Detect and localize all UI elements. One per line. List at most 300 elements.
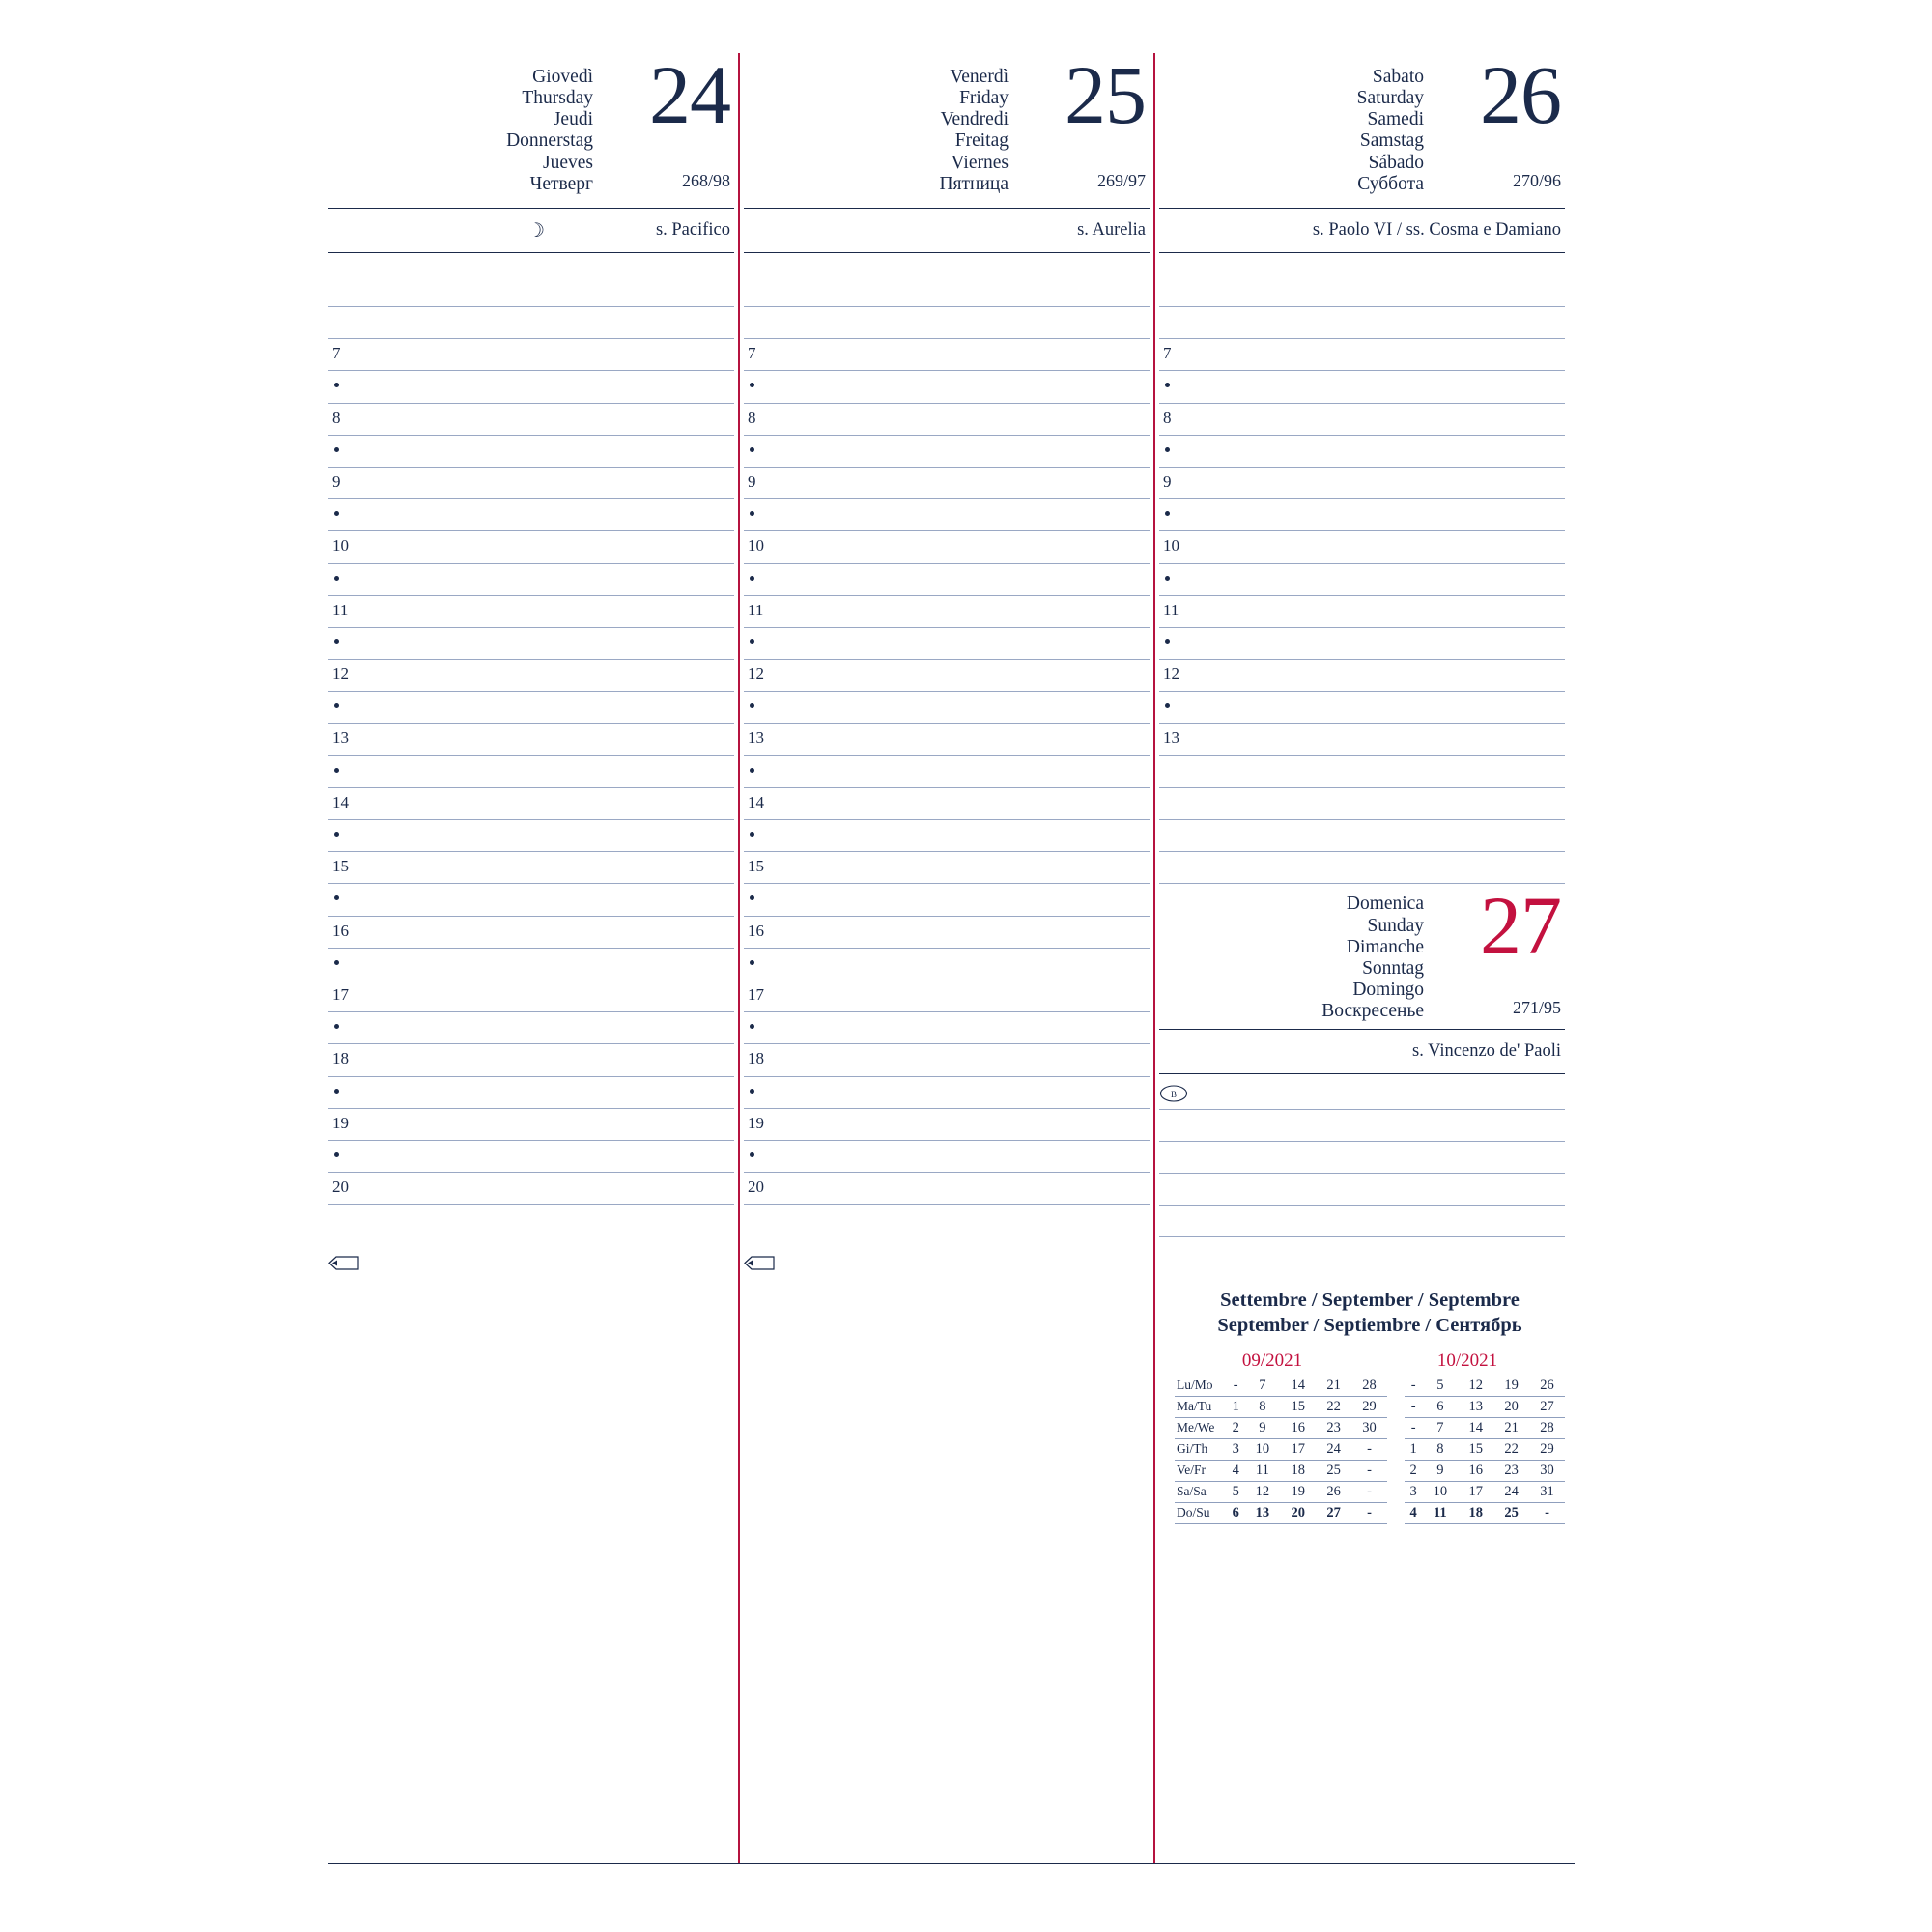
hour-row [328, 660, 734, 692]
halfhour-dot [750, 768, 754, 773]
hour-row [744, 468, 1150, 499]
hour-row [744, 339, 1150, 371]
day-name-en: Friday [959, 88, 1009, 109]
cell: 2 [1227, 1417, 1244, 1438]
cell: 12 [1244, 1481, 1280, 1502]
halfhour-row [328, 1012, 734, 1044]
hour-row [1159, 404, 1565, 436]
hour-label: 13 [1163, 728, 1179, 748]
hour-label: 10 [1163, 536, 1179, 555]
cell: 12 [1458, 1376, 1493, 1397]
day-of-year: 268/98 [681, 171, 730, 190]
halfhour-row [328, 1141, 734, 1173]
cell: 27 [1529, 1396, 1565, 1417]
day-name-ru: Четверг [529, 173, 593, 194]
notes-area-top2[interactable] [328, 307, 734, 339]
cell-gap [1387, 1376, 1405, 1397]
hour-label: 14 [748, 792, 764, 811]
hour-row [1159, 724, 1565, 755]
day-name-ru: Суббота [1357, 173, 1424, 194]
cell: 10 [1422, 1481, 1458, 1502]
cell: - [1529, 1502, 1565, 1523]
day-of-year: 269/97 [1096, 171, 1146, 190]
halfhour-dot [750, 960, 754, 965]
trailing-row [328, 1205, 734, 1236]
hour-row [744, 724, 1150, 755]
hour-label: 15 [332, 857, 349, 876]
notes-area-top2[interactable] [744, 307, 1150, 339]
hour-label: 12 [332, 665, 349, 684]
cell: 15 [1280, 1396, 1316, 1417]
hour-row [744, 1173, 1150, 1205]
hour-row [744, 404, 1150, 436]
tag-icon[interactable] [744, 1254, 777, 1272]
day-name-de: Sonntag [1362, 957, 1424, 979]
hour-label: 18 [332, 1049, 349, 1068]
halfhour-row [328, 692, 734, 724]
blank-row [1159, 820, 1565, 852]
hour-grid-saturday [1159, 339, 1565, 884]
hour-row [1159, 596, 1565, 628]
saint-row [1159, 209, 1565, 252]
cell: 15 [1458, 1438, 1493, 1460]
day-name-es: Domingo [1352, 979, 1424, 1000]
hour-row [744, 1044, 1150, 1076]
halfhour-row [744, 756, 1150, 788]
halfhour-dot [750, 1089, 754, 1094]
mini-calendar [1159, 1288, 1565, 1523]
hour-row [328, 531, 734, 563]
cell: 1 [1405, 1438, 1422, 1460]
cell: 5 [1422, 1376, 1458, 1397]
cell-highlight: 24 [1316, 1438, 1351, 1460]
halfhour-row [328, 1077, 734, 1109]
halfhour-dot [334, 1089, 339, 1094]
halfhour-row [1159, 371, 1565, 403]
day-of-year: 271/95 [1512, 998, 1561, 1018]
halfhour-dot [334, 576, 339, 581]
day-name-fr: Vendredi [940, 109, 1009, 130]
cell-gap [1387, 1396, 1405, 1417]
blank-row [1159, 756, 1565, 788]
day-number: 24 [649, 48, 730, 141]
cell: 29 [1529, 1438, 1565, 1460]
hour-label: 14 [332, 792, 349, 811]
sunday-note-grid [1159, 1109, 1565, 1237]
halfhour-dot [334, 703, 339, 708]
day-name-list [939, 67, 1009, 195]
cell: 28 [1529, 1417, 1565, 1438]
hour-label: 9 [1163, 471, 1172, 491]
cell: 13 [1244, 1502, 1280, 1523]
cell: - [1227, 1376, 1244, 1397]
row-label: Lu/Mo [1175, 1376, 1227, 1397]
day-header [744, 48, 1150, 208]
cell: 13 [1458, 1396, 1493, 1417]
cell: 7 [1422, 1417, 1458, 1438]
row-label: Ve/Fr [1175, 1460, 1227, 1481]
hour-label: 12 [1163, 665, 1179, 684]
halfhour-row [328, 820, 734, 852]
tag-icon[interactable] [328, 1254, 361, 1272]
saint-name: s. Aurelia [1077, 220, 1146, 240]
hour-label: 20 [748, 1178, 764, 1197]
cell: 17 [1458, 1481, 1493, 1502]
day-name-it: Sabato [1372, 67, 1424, 87]
cell-gap [1387, 1460, 1405, 1481]
trailing-row [744, 1205, 1150, 1236]
hour-row [744, 852, 1150, 884]
halfhour-row [328, 436, 734, 468]
cell: 16 [1280, 1417, 1316, 1438]
cell: 7 [1244, 1376, 1280, 1397]
table-row [1175, 1460, 1565, 1481]
halfhour-dot [750, 703, 754, 708]
day-name-fr: Jeudi [553, 109, 593, 130]
day-name-de: Samstag [1359, 130, 1424, 152]
day-name-ru: Пятница [939, 173, 1009, 194]
cell: 28 [1351, 1376, 1387, 1397]
day-name-en: Thursday [522, 88, 593, 109]
hour-label: 11 [332, 600, 349, 619]
halfhour-row [744, 820, 1150, 852]
hour-row [328, 788, 734, 820]
cell: 9 [1244, 1417, 1280, 1438]
column-separator-2 [1153, 53, 1155, 1864]
hour-label: 19 [332, 1113, 349, 1132]
halfhour-row [1159, 499, 1565, 531]
cell: 11 [1422, 1502, 1458, 1523]
hour-row [328, 917, 734, 949]
cell: - [1351, 1438, 1387, 1460]
hour-label: 16 [748, 921, 764, 940]
halfhour-row [328, 949, 734, 980]
halfhour-dot [750, 1152, 754, 1157]
hour-row [328, 980, 734, 1012]
hour-row [328, 1044, 734, 1076]
halfhour-dot [334, 832, 339, 837]
cell: - [1405, 1376, 1422, 1397]
hour-label: 16 [332, 921, 349, 940]
cell: 4 [1227, 1460, 1244, 1481]
halfhour-row [744, 1141, 1150, 1173]
hour-row [744, 1109, 1150, 1141]
cell: 29 [1351, 1396, 1387, 1417]
hour-row [328, 339, 734, 371]
halfhour-dot [750, 895, 754, 900]
hour-row [744, 788, 1150, 820]
saint-name: s. Paolo VI / ss. Cosma e Damiano [1312, 220, 1561, 240]
halfhour-dot [334, 383, 339, 387]
halfhour-row [744, 564, 1150, 596]
month-label-left: 09/2021 [1241, 1350, 1303, 1371]
notes-area-top[interactable] [328, 253, 734, 307]
cell-highlight: 23 [1316, 1417, 1351, 1438]
day-name-es: Sábado [1368, 152, 1424, 173]
cell-gap [1387, 1417, 1405, 1438]
cell: 24 [1493, 1481, 1529, 1502]
halfhour-row [1159, 692, 1565, 724]
table-row [1175, 1417, 1565, 1438]
halfhour-row [328, 371, 734, 403]
halfhour-row [1159, 436, 1565, 468]
hour-label: 10 [332, 536, 349, 555]
cell: 21 [1493, 1417, 1529, 1438]
day-name-en: Sunday [1367, 915, 1424, 936]
cell: 30 [1529, 1460, 1565, 1481]
day-column-weekend [1159, 48, 1565, 1864]
row-label: Do/Su [1175, 1502, 1227, 1523]
column-separator-1 [738, 53, 740, 1864]
hour-label: 8 [748, 408, 756, 427]
cell: 6 [1422, 1396, 1458, 1417]
cell: 14 [1280, 1376, 1316, 1397]
day-name-fr: Dimanche [1346, 936, 1424, 957]
saint-name: s. Vincenzo de' Paoli [1412, 1041, 1561, 1062]
cell: - [1351, 1502, 1387, 1523]
halfhour-dot [1165, 639, 1170, 644]
hour-label: 20 [332, 1178, 349, 1197]
halfhour-dot [750, 511, 754, 516]
cell: - [1351, 1460, 1387, 1481]
halfhour-row [744, 628, 1150, 660]
cell: 1 [1227, 1396, 1244, 1417]
halfhour-row [328, 499, 734, 531]
day-name-list [1321, 894, 1424, 1022]
hour-label: 17 [332, 984, 349, 1004]
hour-label: 7 [748, 344, 756, 363]
cell-gap [1387, 1502, 1405, 1523]
table-row [1175, 1502, 1565, 1523]
cell: 14 [1458, 1417, 1493, 1438]
halfhour-dot [334, 511, 339, 516]
day-header [328, 48, 734, 208]
halfhour-row [744, 884, 1150, 916]
blank-row[interactable] [1159, 1142, 1565, 1174]
halfhour-dot [334, 960, 339, 965]
cell: 4 [1405, 1502, 1422, 1523]
saint-row [328, 209, 734, 252]
halfhour-row [744, 949, 1150, 980]
day-name-de: Freitag [954, 130, 1009, 152]
day-name-fr: Samedi [1367, 109, 1424, 130]
day-name-es: Jueves [543, 152, 593, 173]
hour-row [328, 1173, 734, 1205]
hour-row [744, 596, 1150, 628]
cell: 30 [1351, 1417, 1387, 1438]
halfhour-dot [1165, 703, 1170, 708]
cell-highlight: 22 [1316, 1396, 1351, 1417]
bookmark-icon[interactable] [1159, 1084, 1188, 1103]
hour-label: 13 [332, 728, 349, 748]
table-row [1175, 1481, 1565, 1502]
blank-row[interactable] [1159, 1206, 1565, 1237]
hour-grid [328, 339, 734, 1236]
hour-label: 7 [1163, 344, 1172, 363]
day-number: 27 [1480, 879, 1561, 973]
cell: 2 [1405, 1460, 1422, 1481]
cell: 31 [1529, 1481, 1565, 1502]
saint-row [1159, 1030, 1565, 1073]
day-header [1159, 48, 1565, 208]
cell: 9 [1422, 1460, 1458, 1481]
halfhour-dot [1165, 447, 1170, 452]
mini-calendar-month-labels [1175, 1350, 1565, 1372]
day-block-sunday [1159, 879, 1565, 1237]
row-label: Sa/Sa [1175, 1481, 1227, 1502]
hour-label: 8 [332, 408, 341, 427]
halfhour-row [744, 1077, 1150, 1109]
cell-gap [1387, 1481, 1405, 1502]
hour-label: 11 [1163, 600, 1179, 619]
cell: 11 [1244, 1460, 1280, 1481]
day-columns [328, 48, 1575, 1864]
halfhour-row [744, 1012, 1150, 1044]
halfhour-dot [334, 895, 339, 900]
cell-highlight: 27 [1316, 1502, 1351, 1523]
hour-label: 12 [748, 665, 764, 684]
cell: - [1405, 1396, 1422, 1417]
cell: 22 [1493, 1438, 1529, 1460]
halfhour-dot [750, 576, 754, 581]
cell: 18 [1280, 1460, 1316, 1481]
cell-gap [1387, 1438, 1405, 1460]
notes-area-top2[interactable] [1159, 307, 1565, 339]
day-header [1159, 879, 1565, 1029]
cell: 8 [1244, 1396, 1280, 1417]
cell-highlight: 21 [1316, 1376, 1351, 1397]
blank-row[interactable] [1159, 1109, 1565, 1141]
row-label: Me/We [1175, 1417, 1227, 1438]
day-column-friday [744, 48, 1150, 1864]
notes-area-top[interactable] [1159, 253, 1565, 307]
halfhour-dot [750, 832, 754, 837]
halfhour-row [1159, 628, 1565, 660]
halfhour-row [744, 692, 1150, 724]
cell: 10 [1244, 1438, 1280, 1460]
hour-row [1159, 660, 1565, 692]
hour-row [744, 980, 1150, 1012]
halfhour-row [744, 371, 1150, 403]
hour-row [744, 660, 1150, 692]
hour-row [1159, 531, 1565, 563]
day-number: 25 [1065, 48, 1146, 141]
cell: 23 [1493, 1460, 1529, 1481]
mini-calendar-title-line2: September / Septiembre / Сентябрь [1217, 1315, 1522, 1337]
row-label: Ma/Tu [1175, 1396, 1227, 1417]
saint-row [744, 209, 1150, 252]
hour-label: 8 [1163, 408, 1172, 427]
hour-label: 13 [748, 728, 764, 748]
moon-phase-icon: ☽ [527, 220, 545, 242]
cell: 3 [1227, 1438, 1244, 1460]
table-row [1175, 1396, 1565, 1417]
hour-label: 10 [748, 536, 764, 555]
hour-label: 19 [748, 1113, 764, 1132]
hour-grid [744, 339, 1150, 1236]
cell: 20 [1280, 1502, 1316, 1523]
cell: 6 [1227, 1502, 1244, 1523]
table-row [1175, 1438, 1565, 1460]
blank-row[interactable] [1159, 1174, 1565, 1206]
halfhour-dot [334, 768, 339, 773]
cell: 3 [1405, 1481, 1422, 1502]
mini-calendar-table [1175, 1376, 1565, 1524]
hour-label: 17 [748, 984, 764, 1004]
cell: 17 [1280, 1438, 1316, 1460]
hour-row [328, 468, 734, 499]
notes-area-top[interactable] [744, 253, 1150, 307]
hour-row [328, 852, 734, 884]
cell: 18 [1458, 1502, 1493, 1523]
cell: - [1351, 1481, 1387, 1502]
hour-label: 18 [748, 1049, 764, 1068]
cell: 19 [1280, 1481, 1316, 1502]
halfhour-row [328, 756, 734, 788]
halfhour-dot [334, 1024, 339, 1029]
cell: 16 [1458, 1460, 1493, 1481]
halfhour-dot [334, 639, 339, 644]
day-name-en: Saturday [1356, 88, 1424, 109]
row-label: Gi/Th [1175, 1438, 1227, 1460]
hour-label: 9 [332, 471, 341, 491]
hour-label: 9 [748, 471, 756, 491]
halfhour-dot [750, 447, 754, 452]
cell: 8 [1422, 1438, 1458, 1460]
day-name-de: Donnerstag [506, 130, 593, 152]
day-column-thursday [328, 48, 734, 1864]
mini-calendar-title-line1: Settembre / September / Septembre [1220, 1290, 1520, 1312]
halfhour-row [328, 564, 734, 596]
halfhour-row [744, 499, 1150, 531]
cell: 25 [1493, 1502, 1529, 1523]
planner-page [328, 48, 1575, 1864]
halfhour-dot [1165, 383, 1170, 387]
svg-text:B: B [1170, 1090, 1178, 1100]
halfhour-row [744, 436, 1150, 468]
day-name-it: Venerdì [950, 67, 1009, 87]
day-name-it: Domenica [1346, 894, 1424, 915]
halfhour-dot [1165, 576, 1170, 581]
blank-row [1159, 788, 1565, 820]
cell: - [1405, 1417, 1422, 1438]
halfhour-dot [750, 639, 754, 644]
hour-label: 11 [748, 600, 764, 619]
halfhour-row [328, 884, 734, 916]
hour-label: 15 [748, 857, 764, 876]
halfhour-dot [334, 447, 339, 452]
hour-row [744, 531, 1150, 563]
halfhour-row [328, 628, 734, 660]
hour-row [744, 917, 1150, 949]
day-name-ru: Воскресенье [1321, 1001, 1424, 1021]
day-of-year: 270/96 [1512, 171, 1561, 190]
cell: 26 [1529, 1376, 1565, 1397]
halfhour-dot [750, 383, 754, 387]
saint-rule [1159, 1073, 1565, 1074]
saint-name: s. Pacifico [655, 220, 730, 240]
halfhour-dot [334, 1152, 339, 1157]
day-name-es: Viernes [951, 152, 1009, 173]
hour-row [328, 724, 734, 755]
cell: 19 [1493, 1376, 1529, 1397]
cell: 5 [1227, 1481, 1244, 1502]
halfhour-dot [750, 1024, 754, 1029]
hour-row [328, 1109, 734, 1141]
hour-row [1159, 339, 1565, 371]
halfhour-row [1159, 564, 1565, 596]
day-number: 26 [1480, 48, 1561, 141]
